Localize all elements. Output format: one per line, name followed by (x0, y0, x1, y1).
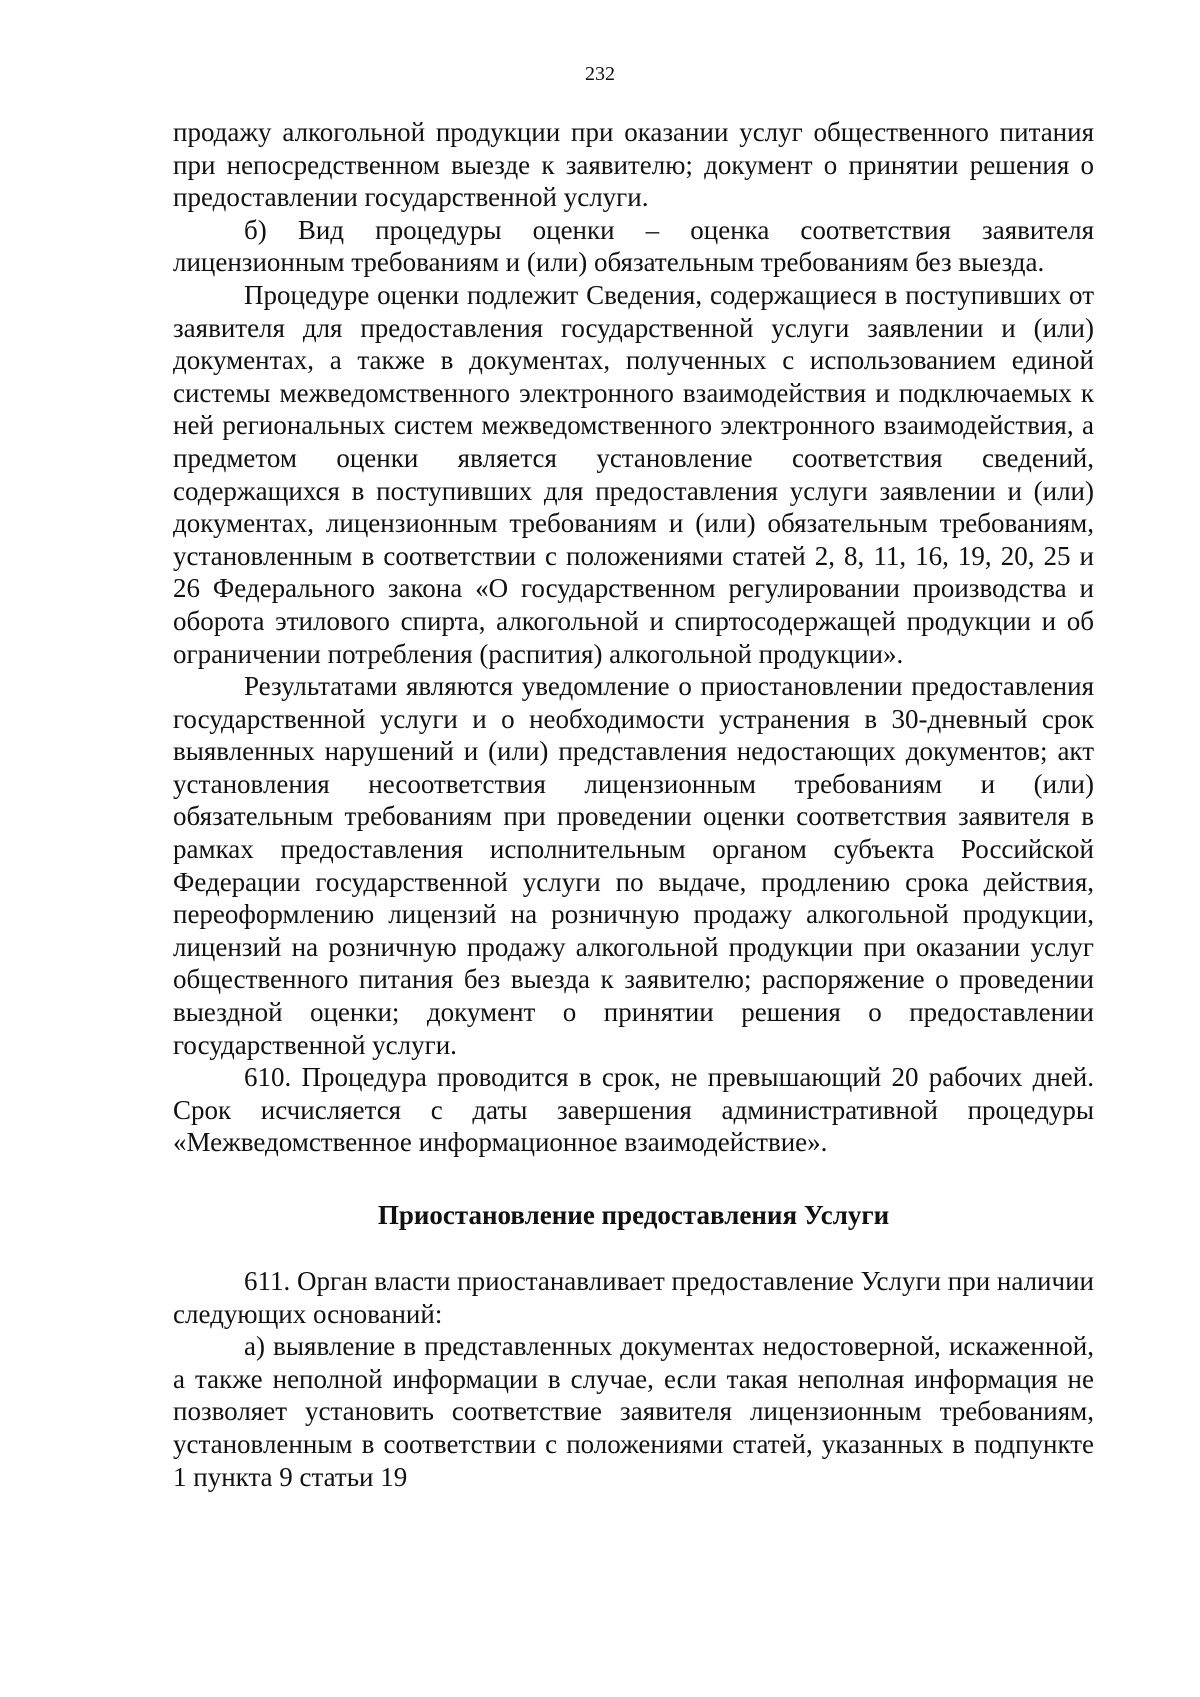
paragraph-assessment-type-b: б) Вид процедуры оценки – оценка соответствия заявителя лицензионным требованиям и (или) обязательным требованиям без выезда. (173, 214, 1094, 278)
paragraphs-before (173, 116, 1094, 1159)
paragraph-611-a: а) выявление в представленных документах недостоверной, искаженной, а также неполной информации в случае, если такая неполная информация не позволяет установить соответствие заявителя лицензионным требованиям, установленным в соответствии с положениями статей, указанных в подпункте 1 пункта 9 статьи 19 (173, 1331, 1094, 1492)
paragraphs-after (173, 1265, 1094, 1493)
document-body (173, 116, 1094, 1493)
section-heading: Приостановление предоставления Услуги (377, 1200, 890, 1230)
page-number: 232 (585, 63, 615, 85)
paragraph-611: 611. Орган власти приостанавливает предоставление Услуги при наличии следующих оснований: (173, 1266, 1094, 1329)
paragraph-610: 610. Процедура проводится в срок, не превышающий 20 рабочих дней. Срок исчисляется с даты завершения административной процедуры «Межведомственное информационное взаимодействие». (173, 1062, 1094, 1158)
paragraph-results: Результатами являются уведомление о приостановлении предоставления государственной услуги и о необходимости устранения в 30-дневный срок выявленных нарушений и (или) представления недостающих документов; акт установления несоответствия лицензионным требованиям и (или) обязательным требованиям при проведении оценки соответствия заявителя в рамках предоставления исполнительным органом субъекта Российской Федерации государственной услуги по выдаче, продлению срока действия, переоформлению лицензий на розничную продажу алкогольной продукции, лицензий на розничную продажу алкогольной продукции при оказании услуг общественного питания без выезда к заявителю; распоряжение о проведении выездной оценки; документ о принятии решения о предоставлении государственной услуги. (173, 671, 1094, 1060)
paragraph-continuation: продажу алкогольной продукции при оказании услуг общественного питания при непосредственном выезде к заявителю; документ о принятии решения о предоставлении государственной услуги. (173, 117, 1094, 213)
paragraph-assessment-subject: Процедуре оценки подлежит Сведения, содержащиеся в поступивших от заявителя для предоставления государственной услуги заявлении и (или) документах, а также в документах, полученных с использованием единой системы межведомственного электронного взаимодействия и подключаемых к ней региональных систем межведомственного электронного взаимодействия, а предметом оценки является установление соответствия сведений, содержащихся в поступивших для предоставления услуги заявлении и (или) документах, лицензионным требованиям и (или) обязательным требованиям, установленным в соответствии с положениями статей 2, 8, 11, 16, 19, 20, 25 и 26 Федерального закона «О государственном регулировании производства и оборота этилового спирта, алкогольной и спиртосодержащей продукции и об ограничении потребления (распития) алкогольной продукции». (173, 279, 1094, 669)
